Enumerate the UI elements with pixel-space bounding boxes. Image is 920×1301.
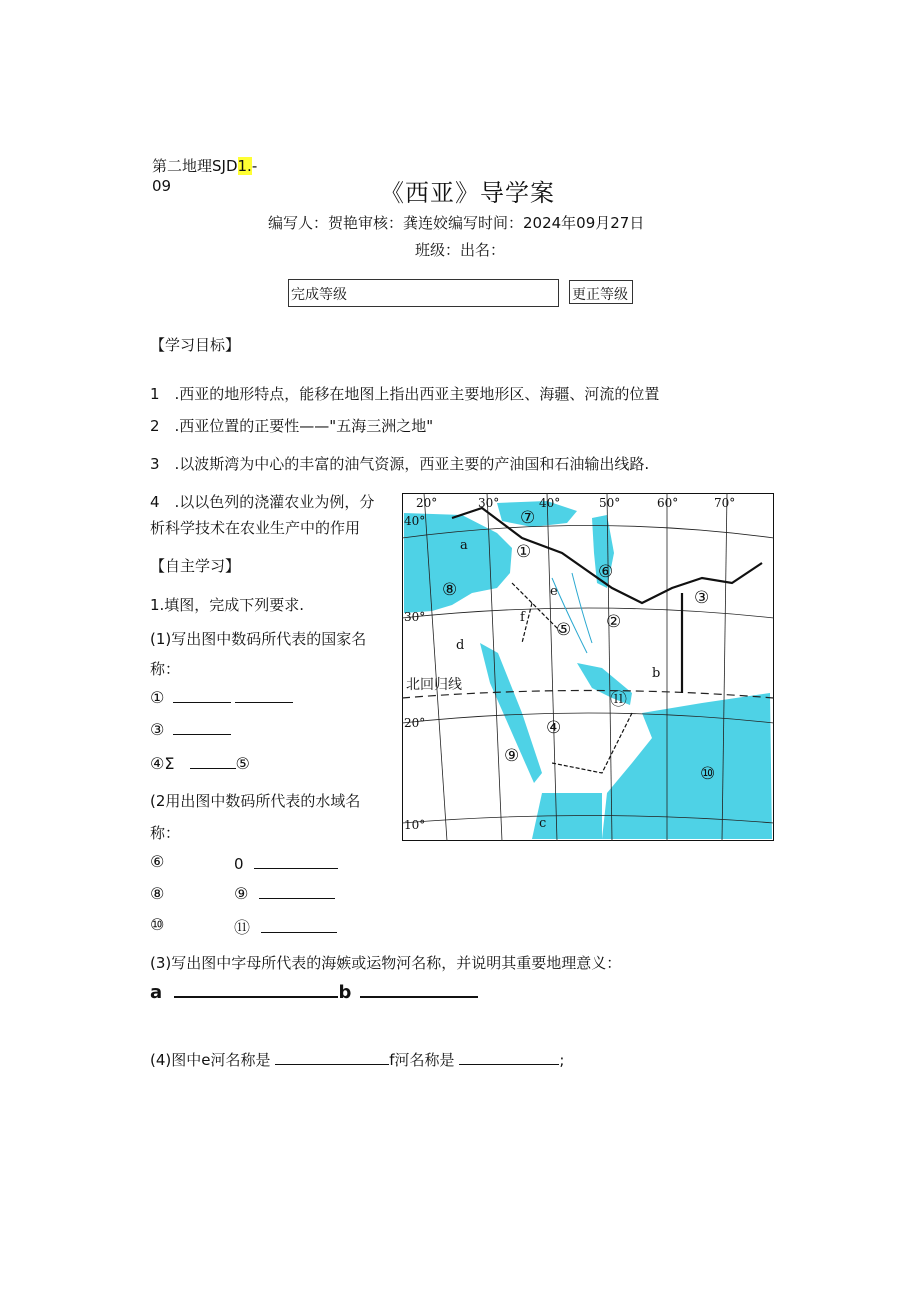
objectives-heading: 【学习目标】 (150, 336, 241, 354)
map-number-8: ⑧ (442, 580, 458, 600)
lat-label: 20° (404, 716, 426, 730)
self-study-heading: 【自主学习】 (150, 557, 241, 575)
question-1-cont: 称： (150, 660, 181, 678)
objective-item: 1 .西亚的地形特点，能移在地图上指出西亚主要地形区、海疆、河流的位置 (150, 385, 660, 403)
water-label-10: ⑩ (150, 915, 165, 934)
map-letter-d: d (456, 638, 465, 653)
question-4-part-b: f河名称是 (389, 1051, 455, 1069)
objective-item: 3 .以波斯湾为中心的丰富的油气资源，西亚主要的产油国和石油输出线路. (150, 455, 650, 473)
map-number-9: ⑨ (504, 746, 520, 766)
answer-row-3 (150, 720, 231, 739)
number-label: ① (150, 688, 165, 707)
answer-blank[interactable] (173, 688, 231, 703)
completion-grade-box[interactable]: 完成等级 (288, 279, 559, 307)
doc-code-line2: 09 (152, 177, 172, 195)
task-line: 1.填图，完成下列要求. (150, 596, 305, 614)
map-letter-e: e (550, 584, 558, 599)
map-letter-c: c (539, 816, 547, 831)
map-number-11: ⑪ (610, 690, 627, 710)
question-4-end: ; (559, 1051, 565, 1069)
map-number-10: ⑩ (700, 764, 716, 784)
answer-blank[interactable] (190, 754, 236, 769)
answer-blank[interactable] (261, 918, 337, 933)
question-1: (1)写出图中数码所代表的国家名 (150, 630, 367, 648)
water-label-6: ⑥ (150, 852, 165, 871)
lon-label: 50° (599, 496, 621, 510)
west-asia-map (402, 493, 774, 841)
water-label-8: ⑧ (150, 884, 165, 903)
doc-code-part-a: 第二地理SJD (152, 157, 238, 175)
number-label: ⑤ (235, 754, 250, 773)
lon-label: 20° (416, 496, 438, 510)
lat-label: 40° (404, 514, 426, 528)
objective-item: 2 .西亚位置的正要性——"五海三洲之地" (150, 417, 434, 435)
number-label: 0 (234, 855, 244, 873)
map-number-7: ⑦ (520, 508, 536, 528)
map-letter-f: f (520, 610, 525, 625)
page-title: 《西亚》导学案 (380, 179, 555, 207)
question-2-cont: 称： (150, 824, 181, 842)
answer-blank[interactable] (254, 854, 338, 869)
class-name-line: 班级：出名： (415, 241, 506, 259)
answer-row-a (150, 982, 478, 1003)
map-number-2: ② (606, 612, 622, 632)
letter-label: b (338, 982, 352, 1003)
map-letter-b: b (652, 666, 661, 681)
answer-blank[interactable] (459, 1050, 559, 1065)
doc-code-part-c: - (251, 157, 258, 175)
water-row-9 (234, 884, 335, 903)
correction-grade-box[interactable]: 更正等级 (569, 280, 633, 304)
number-label: ⑨ (234, 884, 249, 903)
question-2: (2用出图中数码所代表的水域名 (150, 792, 361, 810)
map-number-6: ⑥ (598, 562, 614, 582)
question-4-part-a: (4)图中e河名称是 (150, 1051, 271, 1069)
number-label: ③ (150, 720, 165, 739)
doc-code (152, 155, 257, 176)
tropic-label: 北回归线 (406, 676, 462, 692)
doc-code-highlight: 1. (237, 157, 252, 175)
objective-item-cont: 析科学技术在农业生产中的作用 (150, 519, 361, 537)
water-row-0 (234, 854, 338, 873)
map-number-1: ① (516, 542, 532, 562)
answer-blank[interactable] (174, 982, 338, 998)
number-label: ④Σ (150, 754, 175, 773)
lon-label: 60° (657, 496, 679, 510)
map-number-5: ⑤ (556, 620, 572, 640)
author-meta: 编写人：贺艳审核：龚连姣编写时间：2024年09月27日 (268, 214, 645, 232)
answer-blank[interactable] (259, 884, 335, 899)
number-label: ⑪ (234, 918, 251, 937)
water-row-11 (234, 915, 337, 938)
answer-row-4 (150, 754, 250, 773)
map-number-4: ④ (546, 718, 562, 738)
map-letter-a: a (460, 538, 468, 553)
answer-blank[interactable] (360, 982, 478, 998)
answer-blank[interactable] (173, 720, 231, 735)
lon-label: 30° (478, 496, 500, 510)
answer-row-1 (150, 688, 293, 707)
lat-label: 30° (404, 610, 426, 624)
answer-blank[interactable] (275, 1050, 389, 1065)
lat-label: 10° (404, 818, 426, 832)
lon-label: 40° (539, 496, 561, 510)
lon-label: 70° (714, 496, 736, 510)
letter-label: a (150, 982, 163, 1003)
question-3: (3)写出图中字母所代表的海嫉或运物河名称，并说明其重要地理意义： (150, 954, 622, 972)
answer-blank[interactable] (235, 688, 293, 703)
question-4 (150, 1049, 564, 1070)
objective-item: 4 .以以色列的浇灌农业为例，分 (150, 493, 375, 511)
map-number-3: ③ (694, 588, 710, 608)
